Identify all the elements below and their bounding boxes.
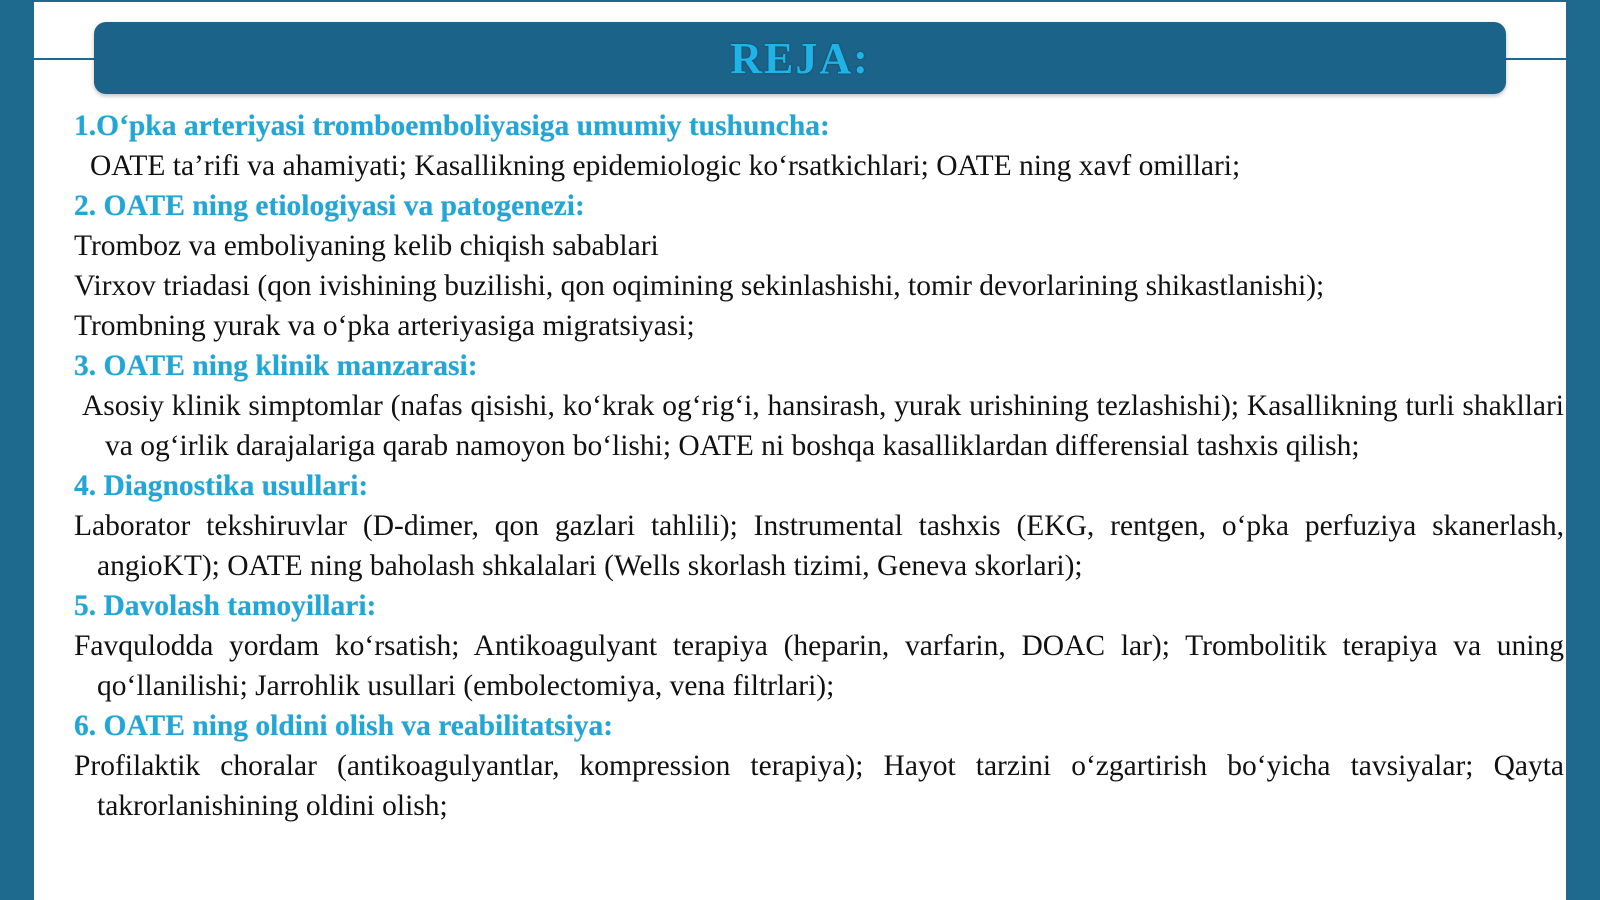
decor-rule-left <box>34 58 94 60</box>
section-heading-1: 1.O‘pka arteriyasi tromboemboliyasiga umumiy tushuncha: <box>74 110 830 142</box>
section-heading-4: 4. Diagnostika usullari: <box>74 470 369 502</box>
section-5-paragraph: Favqulodda yordam ko‘rsatish; Antikoagulyant terapiya (heparin, varfarin, DOAC lar); Trombolitik terapiya va uning qo‘llanilishi; Jarrohlik usullari (embolectomiya, vena filtrlari); <box>74 630 1564 702</box>
section-heading-2: 2. OATE ning etiologiyasi va patogenezi: <box>74 190 585 222</box>
section-1-line-1: OATE ta’rifi va ahamiyati; Kasallikning epidemiologic ko‘rsatkichlari; OATE ning xavf omillari; <box>90 150 1241 182</box>
decor-rule-right <box>1506 58 1566 60</box>
section-4-paragraph: Laborator tekshiruvlar (D-dimer, qon gazlari tahlili); Instrumental tashxis (EKG, rentgen, o‘pka perfuziya skanerlash, angioKT); OATE ning baholash shkalalari (Wells skorlash tizimi, Geneva skorlari); <box>74 510 1564 582</box>
section-2-line-1: Tromboz va emboliyaning kelib chiqish sabablari <box>74 230 659 262</box>
section-heading-5: 5. Davolash tamoyillari: <box>74 590 377 622</box>
slide-title: REJA: <box>730 33 870 83</box>
section-6-paragraph: Profilaktik choralar (antikoagulyantlar, kompression terapiya); Hayot tarzini o‘zgartirish bo‘yicha tavsiyalar; Qayta takrorlanishining oldini olish; <box>74 750 1564 822</box>
section-heading-3: 3. OATE ning klinik manzarasi: <box>74 350 478 382</box>
section-2-line-2: Virxov triadasi (qon ivishining buzilishi, qon oqimining sekinlashishi, tomir devorlarining shikastlanishi); <box>74 270 1325 302</box>
section-3-paragraph: Asosiy klinik simptomlar (nafas qisishi, ko‘krak og‘rig‘i, hansirash, yurak urishining tezlashishi); Kasallikning turli shakllari va og‘irlik darajalariga qarab namoyon bo‘lishi; OATE ni boshqa kasalliklardan differensial tashxis qilish; <box>82 390 1564 462</box>
section-heading-6: 6. OATE ning oldini olish va reabilitatsiya: <box>74 710 614 742</box>
slide <box>34 0 1566 900</box>
section-2-line-3: Trombning yurak va o‘pka arteriyasiga migratsiyasi; <box>74 310 695 342</box>
title-banner <box>94 22 1506 94</box>
plan-content <box>74 106 1564 826</box>
